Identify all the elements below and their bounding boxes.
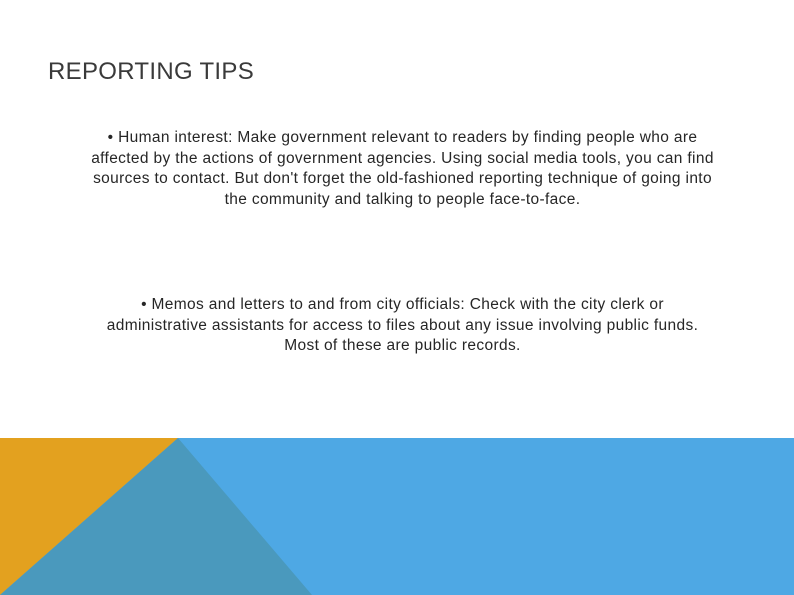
tip-memos-letters: • Memos and letters to and from city officials: Check with the city clerk or administrative assistants for access to files about any issue involving public funds. Most of these are public records. — [106, 296, 699, 354]
tip-human-interest: • Human interest: Make government relevant to readers by finding people who are affected by the actions of government agencies. Using social media tools, you can find sources to contact. But don't forget the old-fashioned reporting technique of going into the community and talking to people face-to-face. — [91, 129, 714, 208]
decorative-footer-band — [0, 438, 794, 595]
slide-title: REPORTING TIPS — [48, 58, 255, 85]
